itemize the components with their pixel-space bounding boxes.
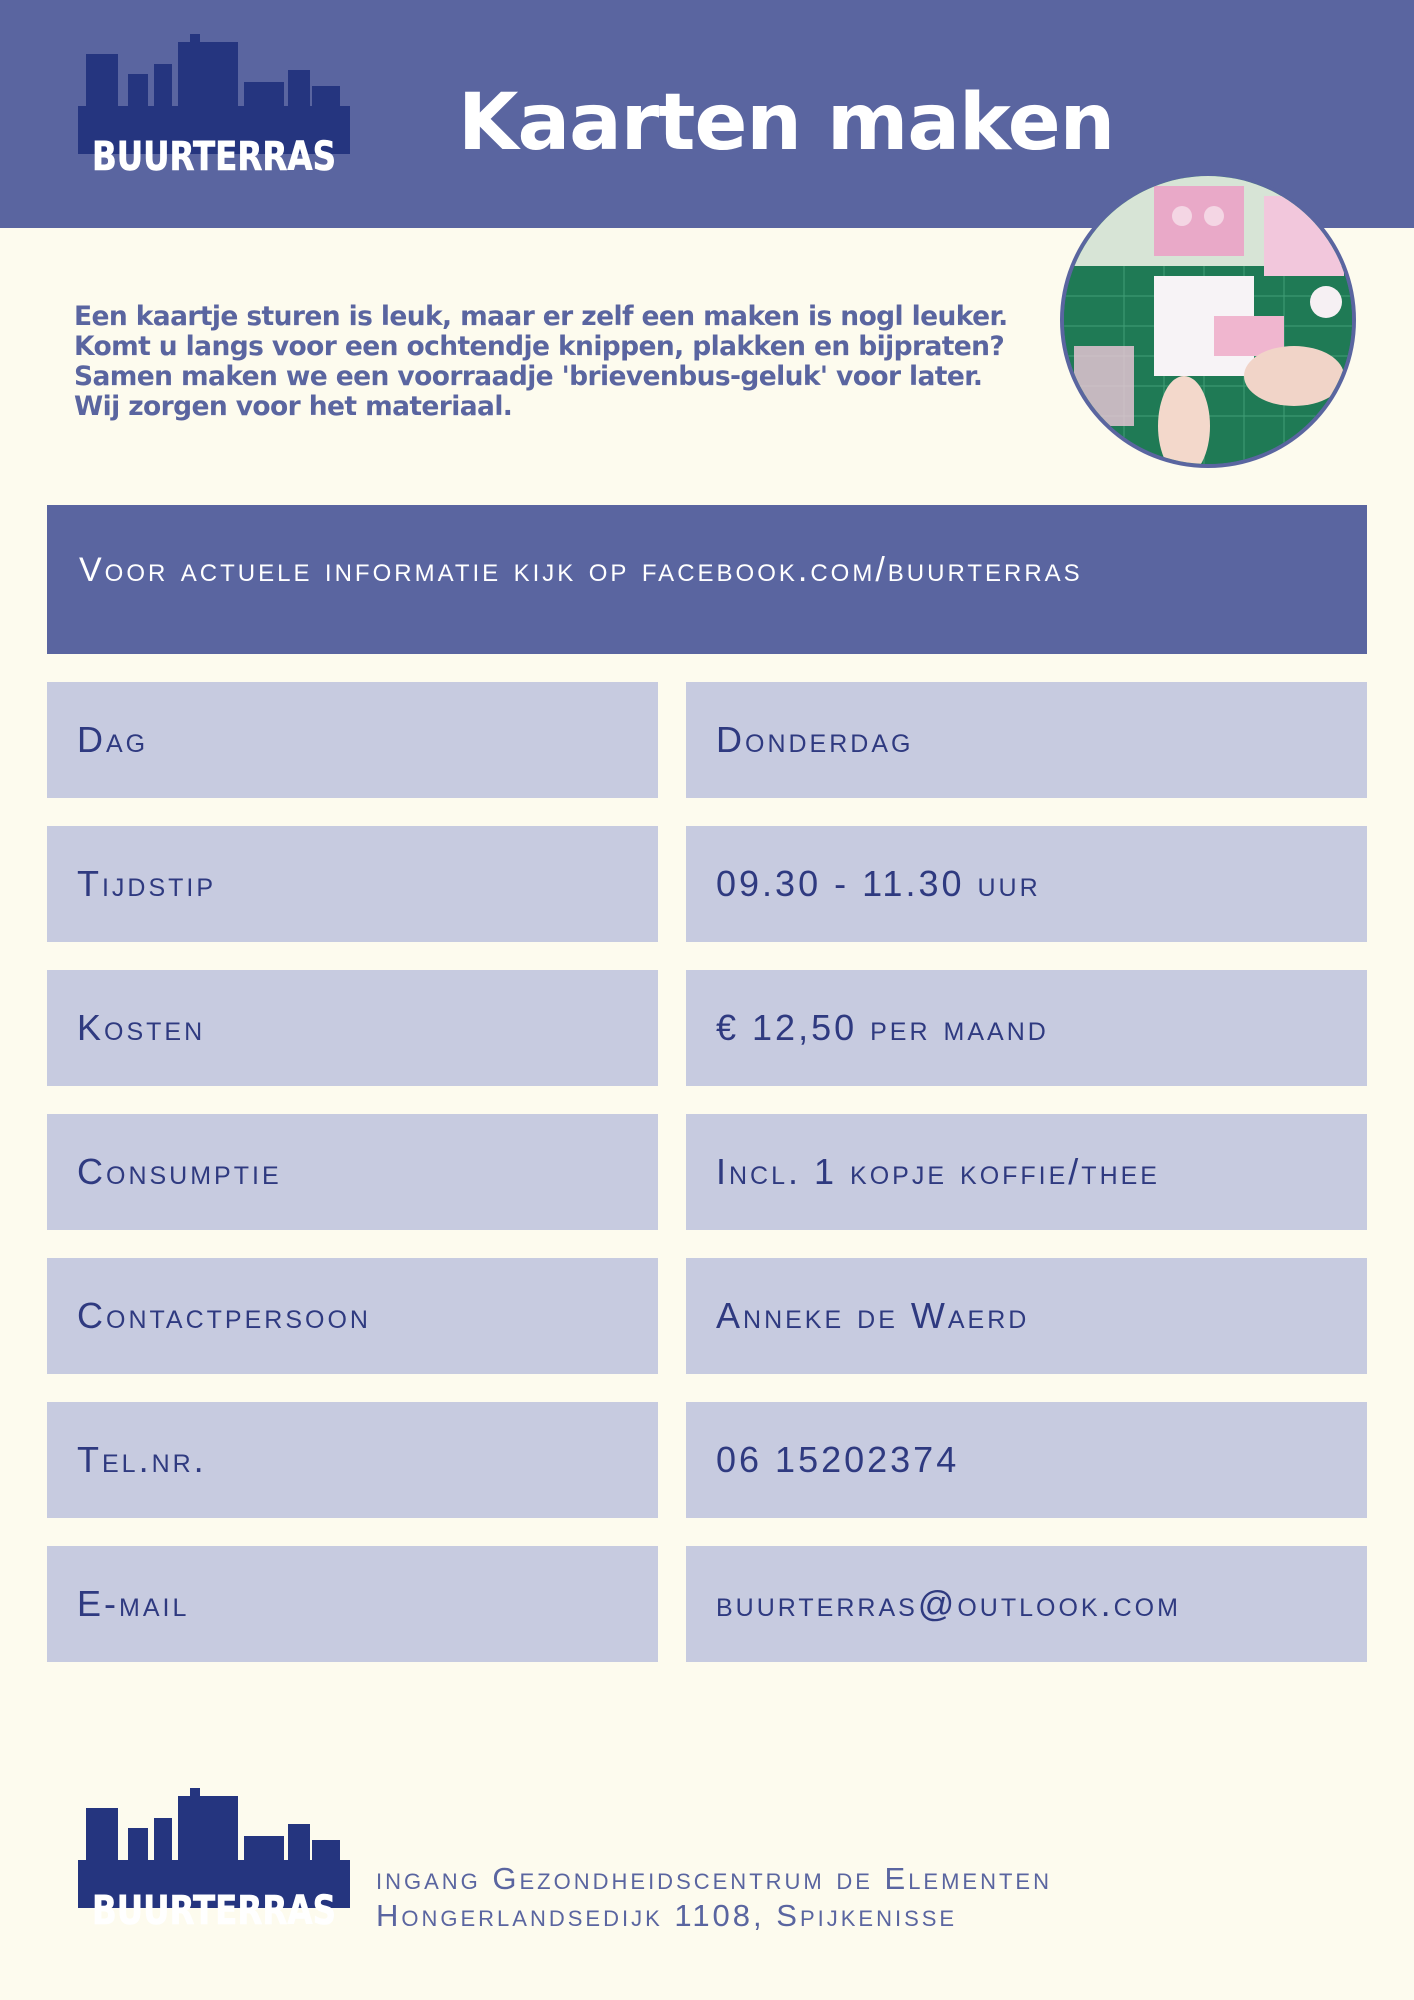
label-telnr: Tel.nr.: [47, 1402, 658, 1518]
value-telnr: 06 15202374: [686, 1402, 1367, 1518]
intro-text: Een kaartje sturen is leuk, maar er zelf een maken is nogl leuker. Komt u langs voor een ochtendje knippen, plakken en bijpraten? Samen maken we een voorraadje 'brievenbus-geluk' voor later. Wij zorgen voor het materiaal.: [74, 301, 1008, 422]
value-email[interactable]: buurterras@outlook.com: [686, 1546, 1367, 1662]
label-consumptie: Consumptie: [47, 1114, 658, 1230]
value-dag: Donderdag: [686, 682, 1367, 798]
footer-logo-text: BUURTERRAS: [92, 1888, 336, 1932]
page-title: Kaarten maken: [458, 78, 1115, 168]
label-tijdstip: Tijdstip: [47, 826, 658, 942]
footer-buurterras-logo: [78, 1788, 350, 1932]
address-line-2: Hongerlandsedijk 1108, Spijkenisse: [376, 1898, 958, 1933]
label-kosten: Kosten: [47, 970, 658, 1086]
address-line-1: ingang Gezondheidscentrum de Elementen: [376, 1861, 1052, 1896]
value-consumptie: Incl. 1 kopje koffie/thee: [686, 1114, 1367, 1230]
logo-text: BUURTERRAS: [92, 134, 336, 178]
value-contactpersoon: Anneke de Waerd: [686, 1258, 1367, 1374]
label-contactpersoon: Contactpersoon: [47, 1258, 658, 1374]
info-banner: [47, 505, 1367, 654]
value-kosten: € 12,50 per maand: [686, 970, 1367, 1086]
card-making-photo: [1060, 172, 1356, 468]
label-dag: Dag: [47, 682, 658, 798]
value-tijdstip: 09.30 - 11.30 uur: [686, 826, 1367, 942]
label-email: E-mail: [47, 1546, 658, 1662]
banner-text: Voor actuele informatie kijk op facebook.com/buurterras: [79, 551, 1083, 589]
footer-address: [376, 1860, 1052, 1934]
buurterras-logo: [78, 34, 350, 178]
